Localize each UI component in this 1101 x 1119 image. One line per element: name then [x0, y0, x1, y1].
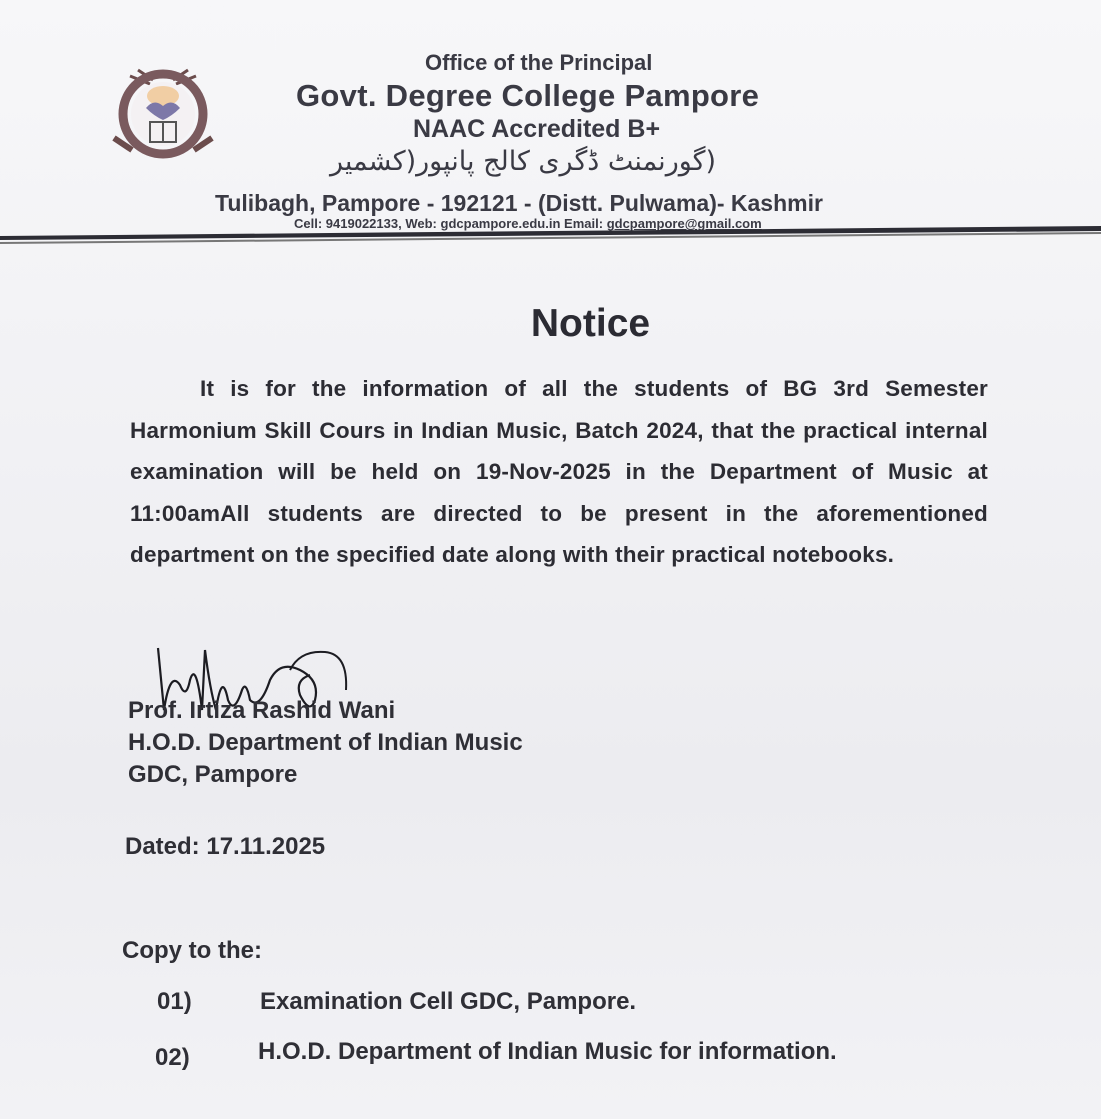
copy-item-text: Examination Cell GDC, Pampore. [260, 988, 637, 1015]
email-label: Email: [564, 216, 604, 231]
notice-body-text: It is for the information of all the students of BG 3rd Semester Harmonium Skill Cours in Indian Music, Batch 2024, that the practical internal examination will be held on 19-Nov-2025 in the Department of Music at 11:00amAll students are directed to be present in the aforementioned department on the specified date along with their practical notebooks. [130, 376, 988, 567]
signatory-block [128, 695, 523, 791]
notice-body [130, 368, 988, 576]
college-emblem-icon [108, 58, 218, 163]
cell-label: Cell: [294, 216, 323, 231]
college-name: Govt. Degree College Pampore [296, 78, 760, 113]
letterhead-divider [0, 226, 1101, 248]
college-address: Tulibagh, Pampore - 192121 - (Distt. Pulwama)- Kashmir [215, 190, 823, 216]
website: gdcpampore.edu.in [440, 216, 561, 231]
signatory-name: Prof. Irtiza Rashid Wani [128, 697, 396, 724]
notice-date: Dated: 17.11.2025 [125, 833, 326, 860]
notice-title: Notice [530, 302, 651, 345]
letterhead [0, 0, 1101, 260]
signatory-designation: H.O.D. Department of Indian Music [128, 729, 523, 756]
copy-item-number: 02) [155, 1044, 190, 1071]
copy-item-text: H.O.D. Department of Indian Music for information. [258, 1038, 837, 1065]
copy-to-heading: Copy to the: [122, 937, 262, 964]
urdu-college-name: (گورنمنٹ ڈگری کالج پانپور(کشمیر [330, 146, 717, 177]
cell-number: 9419022133, [325, 216, 402, 231]
copy-item-number: 01) [157, 988, 192, 1015]
office-title: Office of the Principal [425, 50, 653, 75]
accreditation: NAAC Accredited B+ [413, 115, 661, 143]
email-address: gdcpampore@gmail.com [606, 216, 762, 231]
web-label: Web: [405, 216, 437, 231]
signatory-institution: GDC, Pampore [128, 761, 298, 788]
